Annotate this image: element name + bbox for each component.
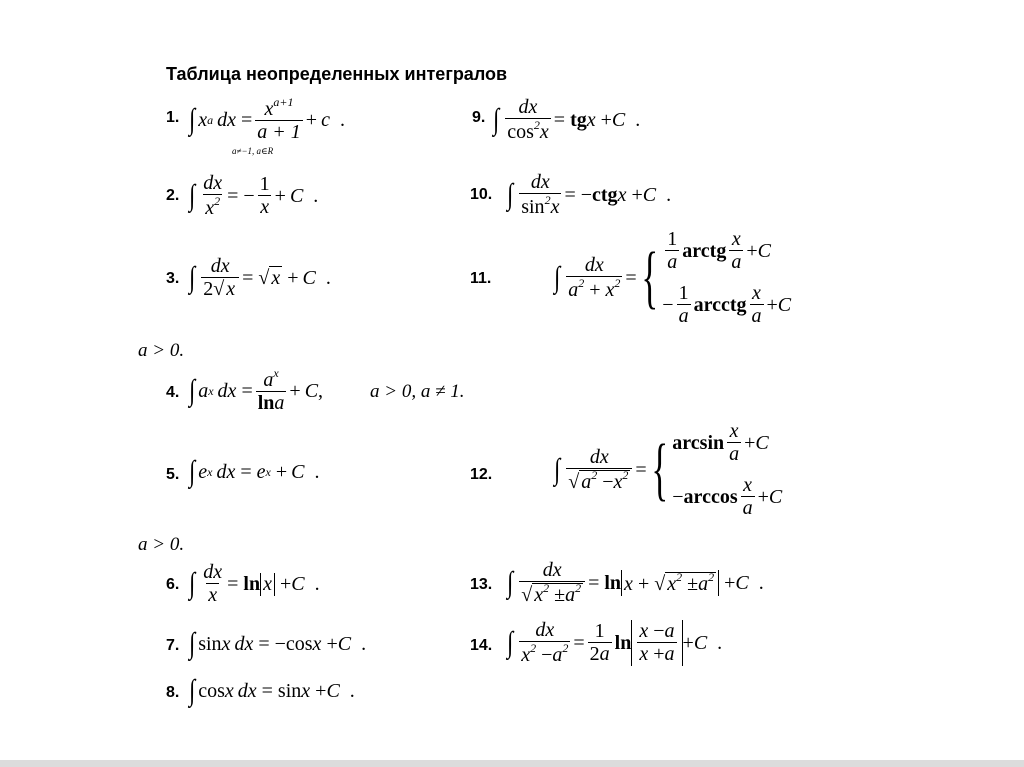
formula-number-11: 11. bbox=[470, 270, 492, 287]
formula-9: ∫ $\frac{dx}{\cos^2x}$ = tg x + C . bbox=[493, 96, 641, 143]
formula-number-14: 14. bbox=[470, 637, 493, 654]
formula-4-condition: a > 0, a ≠ 1. bbox=[370, 381, 465, 402]
formula-number-6: 6. bbox=[166, 576, 180, 593]
formula-number-4: 4. bbox=[166, 384, 180, 401]
condition-a-positive-1: a > 0. bbox=[138, 340, 185, 361]
formula-6: ∫ $\frac{dx}{x}$ = ln x + C . bbox=[189, 561, 320, 606]
formula-number-13: 13. bbox=[470, 576, 493, 593]
formula-5: ∫ e x dx = e x + C . bbox=[189, 455, 320, 488]
page-title: Таблица неопределенных интегралов bbox=[166, 64, 508, 84]
formula-number-10: 10. bbox=[470, 186, 493, 203]
formula-8: ∫ cos x dx = sin x + C . bbox=[189, 674, 355, 707]
formula-1-condition: a≠−1, a∈R bbox=[232, 146, 274, 156]
formula-7: ∫ sin x dx = −cos x + C . bbox=[189, 627, 367, 660]
formula-2: ∫ $\frac{dx}{x^2}$ = − $\frac{1}{x}$ + C . bbox=[189, 172, 319, 219]
formula-number-12: 12. bbox=[470, 466, 493, 483]
formula-14: ∫ $\frac{dx}{x^2 -a^2}$ = $\frac{1}{2a}$ ln $\frac{x -a}{x +a}$ + C . bbox=[507, 619, 723, 666]
formula-13: ∫ $\frac{dx}{√ x^2 \pm a^2}$ = ln x + √ $x^2 \pm a^2$ + C . bbox=[507, 559, 764, 606]
formula-1: ∫ x a dx = $\frac{x^{a+1}}{a + 1}$ + c . bbox=[189, 95, 345, 143]
formula-12: ∫ $\frac{dx}{√ a^2 -x^2}$ = { arcsin $\frac{x}{a}$ + C − arccos $\frac{x}{a}$ + C bbox=[554, 420, 783, 519]
formula-number-9: 9. bbox=[472, 109, 486, 126]
formula-number-1: 1. bbox=[166, 109, 180, 126]
formula-number-3: 3. bbox=[166, 270, 180, 287]
formula-10: ∫ $\frac{dx}{\sin^2x}$ = − ctg x + C . bbox=[507, 171, 672, 218]
formula-3: ∫ $\frac{dx}{2√ x}$ = √ x + C . bbox=[189, 255, 331, 300]
formula-4: ∫ a x dx = $\frac{a^x}{\ln a}$ + C , bbox=[189, 366, 324, 414]
formula-11: ∫ $\frac{dx}{a^2 + x^2}$ = { $\frac{1}{a}$ arctg $\frac{x}{a}$ + C − $\frac{1}{a}$ arcctg $\frac{x}{a}$ + C bbox=[554, 228, 792, 327]
formula-number-8: 8. bbox=[166, 684, 180, 701]
formula-number-7: 7. bbox=[166, 637, 180, 654]
condition-a-positive-2: a > 0. bbox=[138, 534, 185, 555]
bottom-border bbox=[0, 760, 1024, 767]
formula-number-2: 2. bbox=[166, 187, 180, 204]
formula-number-5: 5. bbox=[166, 466, 180, 483]
